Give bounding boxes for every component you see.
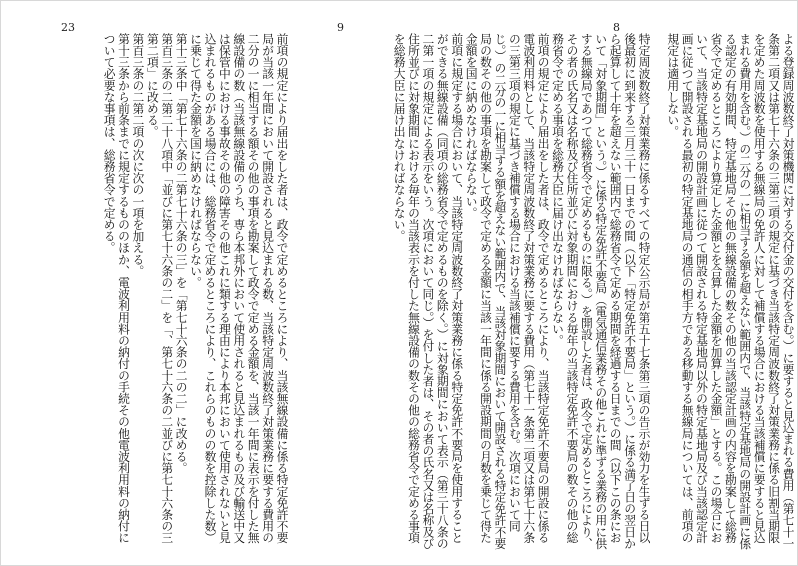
- paragraph: 前項の規定により届出をした者は、政令で定めるところにより、当該特定免許不要局の開設に係る電波利用料として、当該特定周波数終了対策業務に要する費用（第七十一条第二項又は第七十六条の三第三項の規定に基づき補償する場合における当該補償に要する費用を含む。次項において同じ。）の二分の一に相当する額を超えない範囲内で、当該対象期間において開設される特定免許不要局の数その他の事項を勘案して政令で定める金額に当該一年間に係る開設期間の月数を乗じて得た金額を国に納めなければならない。: [464, 33, 551, 550]
- page-number-left: 23: [61, 21, 75, 34]
- paragraph: 第百三条の二第二項の次に次の一項を加える。: [130, 33, 145, 277]
- paragraph: 前項に規定する場合において、当該特定周波数終了対策業務に係る特定免許不要局を使用することができる無線設備（同項の総務省令で定めるものを除く。）に対象期間において表示（第三十八条の二第一項の規定による表示をいう。次項において同じ。）を付した者は、その者の氏名又は名称及び住所並びに対象期間における毎年の当該表示を付した無線設備の数その他の総務省令で定める事項を総務大臣に届け出なければならない。: [392, 33, 464, 550]
- paragraph: 第十三条から前条までに規定するもののほか、電波利用料の納付の手続その他電波利用料の納付について必要な事項は、総務省令で定める。: [102, 33, 131, 544]
- paragraph: 特定周波数終了対策業務に係るすべての特定公示局が第五十七条第三項の告示が効力を生ずる日以後最初に到来する三月三十一日までの間（以下「特定免許不要局」という。）に係る満了日の翌日から起算して十年を超えない範囲内で総務省令で定める期間を経過する日までの間（以下この条において「対象期間」という。）に係る特定免許不要局（電気通信業務その他これに準ずる業務の用に供する無線局であつて総務省令で定めるものに限る。）を開設した者は、政令で定めるところにより、その者の氏名又は名称及び住所並びに対象期間における毎年の当該特定免許不要局の数その他の総務省令で定める事項を総務大臣に届け出なければならない。: [550, 33, 651, 550]
- paragraph: 第百三条の二第二十八項中「並びに第七十六条の二」を「、第七十六条の二並びに第七十六条の三第二項」に改める。: [145, 33, 174, 544]
- paragraph: よる登録周波数終了対策機関に対する交付金の交付を含む。）に要すると見込まれる費用（第七十一条第二項又は第七十六条の三第三項の規定に基づき当該特定周波数終了対策業務に係る旧割当期限を定めた周波数を使用する無線局の免許人に対して補償する場合における当該補償に要すると見込まれる費用を含む。）の二分の一に相当する額を超えない範囲内で、当該特定基地局の開設計画に係る認定の有効期間、特定基地局その他の無線設備の数その他の当該認定計画の内容を勘案して総務省令で定めるところにより算定した金額とを合算した金額を加算した金額」とする。この場合において、当該特定基地局の開設計画に従つて開設される特定基地局以外の特定基地局及び当該認定計画に従つて開設される最初の特定基地局の通信の相手方である移動する無線局については、前項の規定は適用しない。: [665, 33, 795, 550]
- text-column-middle: [291, 33, 651, 553]
- text-column-left: [7, 33, 289, 553]
- page-number-middle: 9: [337, 21, 344, 34]
- text-column-right: [653, 33, 795, 553]
- paragraph: 第十三条中「第七十六条の二第七十六条の三」を「第七十六条の二の二」に改める。: [174, 33, 189, 474]
- page-number-right: 8: [613, 21, 620, 34]
- paragraph: 前項の規定により届出をした者は、政令で定めるところにより、当該無線設備に係る特定免許不要局が当該一年間において開設されると見込まれる数、当該特定周波数終了対策業務に要する費用の二分の一に相当する額その他の事項を勘案して政令で定める金額を、当該一年間に表示を付した無線設備の数（当該無線設備のうち、専ら本邦外において使用されると見込まれるもの及び輸送中又は保管中における事故その他の障害その他これに類する理由により本邦において使用されないと見込まれるものがある場合には、総務省令で定めるところにより、これらのものの数を控除した数）に乗じて得た金額を国に納めなければならない。: [188, 33, 289, 544]
